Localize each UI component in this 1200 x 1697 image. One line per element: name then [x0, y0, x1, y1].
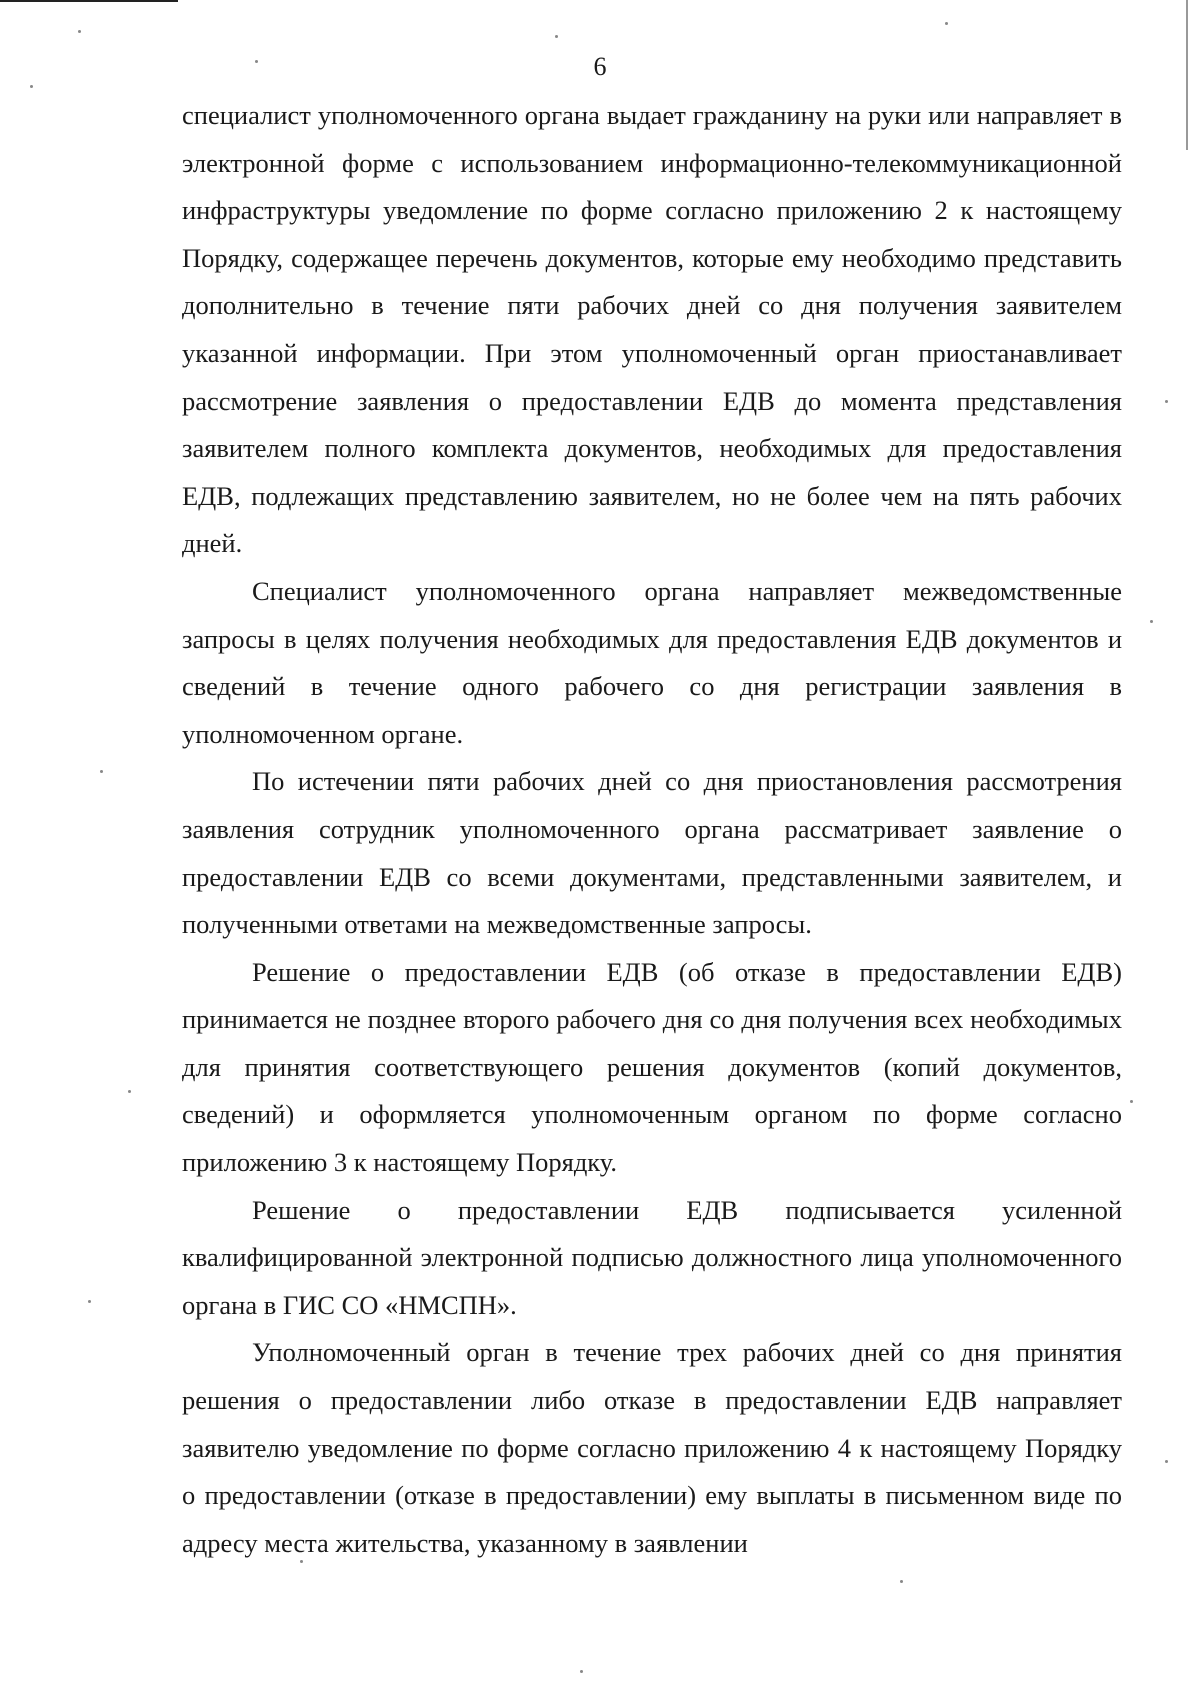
scan-speck — [100, 770, 103, 773]
document-body — [182, 92, 1122, 1567]
page-number: 6 — [593, 52, 607, 81]
paragraph-2: Специалист уполномоченного органа направляет межведомственные запросы в целях получения необходимых для предоставления ЕДВ документов и сведений в течение одного рабочего со дня регистрации заявления в уполномоченном органе. — [182, 575, 1122, 749]
paragraph-5: Решение о предоставлении ЕДВ подписывается усиленной квалифицированной электронной подписью должностного лица уполномоченного органа в ГИС СО «НМСПН». — [182, 1194, 1122, 1320]
paragraph-1: специалист уполномоченного органа выдает гражданину на руки или направляет в электронной форме с использованием информационно-телекоммуникационной инфраструктуры уведомление по форме согласно приложению 2 к настоящему Порядку, содержащее перечень документов, которые ему необходимо представить дополнительно в течение пяти рабочих дней со дня получения заявителем указанной информации. При этом уполномоченный орган приостанавливает рассмотрение заявления о предоставлении ЕДВ до момента представления заявителем полного комплекта документов, необходимых для предоставления ЕДВ, подлежащих представлению заявителем, но не более чем на пять рабочих дней. — [182, 100, 1122, 559]
scan-speck — [555, 35, 558, 38]
paragraph-6: Уполномоченный орган в течение трех рабочих дней со дня принятия решения о предоставлении либо отказе в предоставлении ЕДВ направляет заявителю уведомление по форме согласно приложению 4 к настоящему Порядку о предоставлении (отказе в предоставлении) ему выплаты в письменном виде по адресу места жительства, указанному в заявлении — [182, 1337, 1122, 1558]
scan-speck — [300, 1560, 303, 1563]
scan-speck — [1165, 1460, 1168, 1463]
scan-speck — [1165, 400, 1168, 403]
scan-speck — [580, 1670, 583, 1673]
scan-speck — [900, 1580, 903, 1583]
scan-speck — [1130, 1100, 1133, 1103]
paragraph-3: По истечении пяти рабочих дней со дня приостановления рассмотрения заявления сотрудник уполномоченного органа рассматривает заявление о предоставлении ЕДВ со всеми документами, представленными заявителем, и полученными ответами на межведомственные запросы. — [182, 766, 1122, 940]
paragraph-4: Решение о предоставлении ЕДВ (об отказе в предоставлении ЕДВ) принимается не позднее второго рабочего дня со дня получения всех необходимых для принятия соответствующего решения документов (копий документов, сведений) и оформляется уполномоченным органом по форме согласно приложению 3 к настоящему Порядку. — [182, 956, 1122, 1178]
scan-speck — [78, 30, 81, 33]
scan-speck — [128, 1090, 131, 1093]
scan-speck — [30, 85, 33, 88]
scan-speck — [1150, 620, 1153, 623]
scan-edge-top — [0, 0, 178, 2]
scan-speck — [255, 60, 258, 63]
scan-speck — [88, 1300, 91, 1303]
scan-speck — [945, 22, 948, 25]
